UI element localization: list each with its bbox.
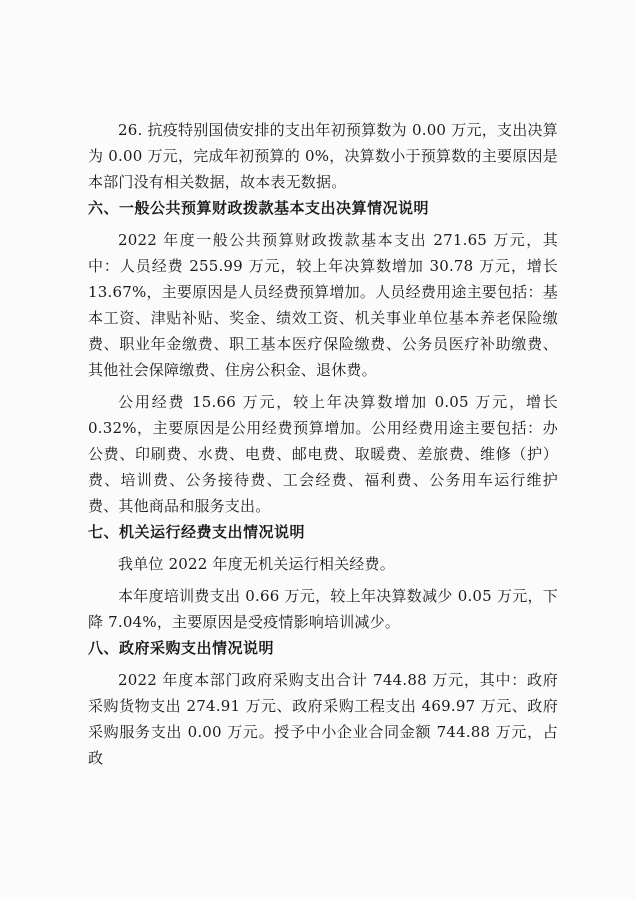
- section-heading-basic-expenditure: 六、一般公共预算财政拨款基本支出决算情况说明: [88, 199, 430, 217]
- section-heading-government-procurement: 八、政府采购支出情况说明: [88, 639, 275, 657]
- document-body: [88, 117, 558, 771]
- paragraph-government-procurement: 2022 年度本部门政府采购支出合计 744.88 万元，其中：政府采购货物支出 274.91 万元、政府采购工程支出 469.97 万元、政府采购服务支出 0.00 万元。授予中小企业合同金额 744.88 万元，占政: [88, 671, 558, 767]
- section-heading-operation-expenses: 七、机关运行经费支出情况说明: [88, 523, 306, 541]
- paragraph-anti-epidemic-bonds: 26. 抗疫特别国债安排的支出年初预算数为 0.00 万元，支出决算为 0.00 万元，完成年初预算的 0%，决算数小于预算数的主要原因是本部门没有相关数据，故本表无数据。: [88, 121, 558, 191]
- paragraph-training-expenses: 本年度培训费支出 0.66 万元，较上年决算数减少 0.05 万元，下降 7.04%，主要原因是受疫情影响培训减少。: [88, 587, 558, 631]
- paragraph-operation-expenses: 我单位 2022 年度无机关运行相关经费。: [118, 555, 395, 573]
- paragraph-public-expenses: 公用经费 15.66 万元，较上年决算数增加 0.05 万元，增长 0.32%，主要原因是公用经费预算增加。公用经费用途主要包括：办公费、印刷费、水费、电费、邮电费、取暖费、差旅费、维修（护）费、培训费、公务接待费、工会经费、福利费、公务用车运行维护费、其他商品和服务支出。: [88, 393, 558, 515]
- paragraph-personnel-expenses: 2022 年度一般公共预算财政拨款基本支出 271.65 万元，其中：人员经费 255.99 万元，较上年决算数增加 30.78 万元，增长 13.67%，主要原因是人员经费预算增加。人员经费用途主要包括：基本工资、津贴补贴、奖金、绩效工资、机关事业单位基本养老保险缴费、职业年金缴费、职工基本医疗保险缴费、公务员医疗补助缴费、其他社会保障缴费、住房公积金、退休费。: [88, 231, 558, 379]
